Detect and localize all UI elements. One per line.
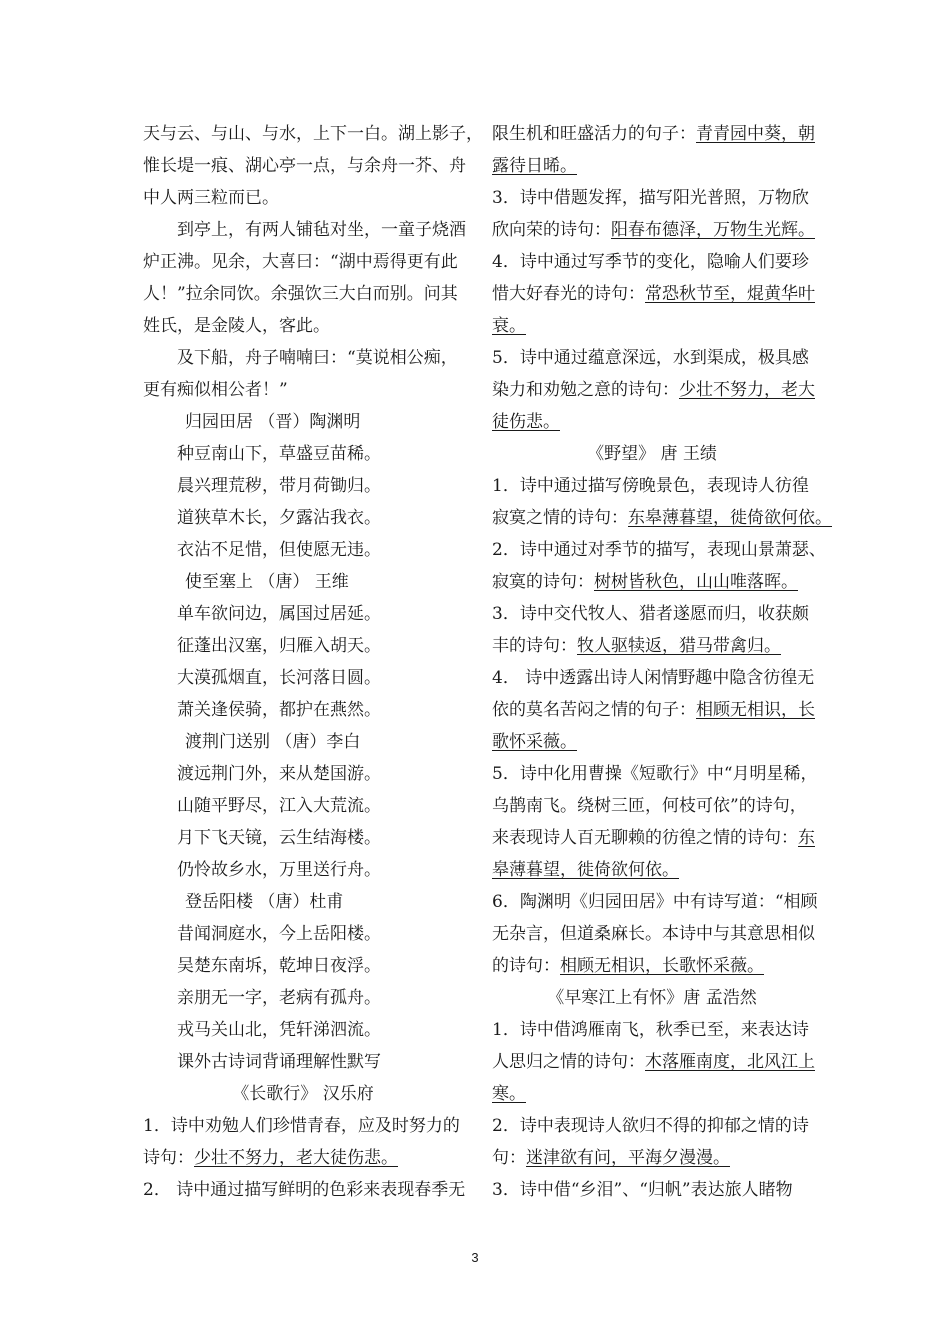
text-line bbox=[492, 694, 815, 726]
line-text: 染力和劝勉之意的诗句： bbox=[492, 380, 679, 400]
text-line bbox=[143, 566, 463, 598]
line-text: 丰的诗句： bbox=[492, 636, 577, 656]
text-line bbox=[492, 182, 812, 214]
text-line bbox=[492, 726, 812, 758]
line-text: 人！”拉余同饮。余强饮三大白而别。问其 bbox=[143, 284, 458, 304]
line-text: 4． 诗中透露出诗人闲情野趣中隐含彷徨无 bbox=[492, 668, 815, 688]
line-text: 《长歌行》 汉乐府 bbox=[232, 1084, 374, 1104]
line-text: 衣沾不足惜，但使愿无违。 bbox=[177, 540, 381, 560]
line-text: 炉正沸。见余，大喜曰：“湖中焉得更有此 bbox=[143, 252, 458, 272]
text-line bbox=[492, 470, 812, 502]
text-line bbox=[143, 598, 463, 630]
text-line bbox=[492, 310, 812, 342]
line-text: 句： bbox=[492, 1148, 526, 1168]
answer-text: 相顾无相识，长 bbox=[696, 700, 815, 720]
text-line bbox=[143, 630, 463, 662]
line-text: 登岳阳楼 （唐）杜甫 bbox=[185, 892, 344, 912]
line-text: 欣向荣的诗句： bbox=[492, 220, 611, 240]
line-text: 3．诗中交代牧人、猎者遂愿而归，收获颇 bbox=[492, 604, 809, 624]
line-text: 惟长堤一痕、湖心亭一点，与余舟一芥、舟 bbox=[143, 156, 466, 176]
line-text: 乌鹊南飞。绕树三匝，何枝可依”的诗句， bbox=[492, 796, 807, 816]
text-line bbox=[492, 246, 812, 278]
text-line bbox=[143, 1078, 463, 1110]
text-line bbox=[143, 1110, 463, 1142]
text-line bbox=[143, 886, 463, 918]
left-column bbox=[143, 118, 483, 1206]
line-text: 《野望》 唐 王绩 bbox=[587, 444, 717, 464]
line-text: 征蓬出汉塞，归雁入胡天。 bbox=[177, 636, 381, 656]
text-line bbox=[143, 374, 463, 406]
line-text: 使至塞上 （唐） 王维 bbox=[185, 572, 349, 592]
line-text: 限生机和旺盛活力的句子： bbox=[492, 124, 696, 144]
page-number: 3 bbox=[471, 1250, 479, 1265]
text-line bbox=[492, 406, 812, 438]
text-line bbox=[143, 790, 463, 822]
answer-text: 寒。 bbox=[492, 1084, 526, 1104]
line-text: 山随平野尽，江入大荒流。 bbox=[177, 796, 381, 816]
line-text: 5．诗中化用曹操《短歌行》中“月明星稀， bbox=[492, 764, 818, 784]
line-text: 惜大好春光的诗句： bbox=[492, 284, 645, 304]
text-line bbox=[492, 342, 812, 374]
text-line bbox=[492, 534, 826, 566]
text-line bbox=[143, 182, 463, 214]
text-line bbox=[143, 694, 463, 726]
line-text: 4．诗中通过写季节的变化，隐喻人们要珍 bbox=[492, 252, 809, 272]
text-line bbox=[143, 854, 463, 886]
answer-text: 相顾无相识，长歌怀采薇。 bbox=[560, 956, 764, 976]
text-line bbox=[492, 566, 812, 598]
text-line bbox=[143, 502, 463, 534]
line-text: 1．诗中通过描写傍晚景色，表现诗人彷徨 bbox=[492, 476, 809, 496]
text-line bbox=[492, 1174, 812, 1206]
text-line bbox=[492, 1046, 815, 1078]
line-text: 中人两三粒而已。 bbox=[143, 188, 279, 208]
line-text: 天与云、与山、与水，上下一白。湖上影子， bbox=[143, 124, 483, 144]
line-text: 渡荆门送别 （唐）李白 bbox=[185, 732, 361, 752]
answer-text: 木落雁南度，北风江上 bbox=[645, 1052, 815, 1072]
answer-text: 树树皆秋色，山山唯落晖。 bbox=[594, 572, 798, 592]
line-text: 2． 诗中通过描写鲜明的色彩来表现春季无 bbox=[143, 1180, 466, 1200]
text-line bbox=[143, 822, 463, 854]
text-line bbox=[492, 118, 815, 150]
line-text: 2．诗中通过对季节的描写，表现山景萧瑟、 bbox=[492, 540, 826, 560]
text-line bbox=[143, 1046, 463, 1078]
answer-text: 皋薄暮望，徙倚欲何依。 bbox=[492, 860, 679, 880]
text-line bbox=[143, 1174, 466, 1206]
text-line bbox=[492, 598, 812, 630]
line-text: 月下飞天镜，云生结海楼。 bbox=[177, 828, 381, 848]
text-line bbox=[143, 758, 463, 790]
right-column bbox=[492, 118, 832, 1206]
text-line bbox=[143, 214, 466, 246]
line-text: 及下船，舟子喃喃曰：“莫说相公痴， bbox=[177, 348, 458, 368]
line-text: 寂寞之情的诗句： bbox=[492, 508, 628, 528]
answer-text: 少壮不努力，老大 bbox=[679, 380, 815, 400]
line-text: 6．陶渊明《归园田居》中有诗写道：“相顾 bbox=[492, 892, 818, 912]
text-line bbox=[492, 1014, 812, 1046]
text-line bbox=[143, 662, 463, 694]
answer-text: 东皋薄暮望，徙倚欲何依。 bbox=[628, 508, 832, 528]
line-text: 无杂言，但道桑麻长。本诗中与其意思相似 bbox=[492, 924, 815, 944]
line-text: 渡远荆门外，来从楚国游。 bbox=[177, 764, 381, 784]
text-line bbox=[143, 150, 466, 182]
text-line bbox=[492, 1110, 812, 1142]
line-text: 《早寒江上有怀》唐 孟浩然 bbox=[547, 988, 757, 1008]
line-text: 课外古诗词背诵理解性默写 bbox=[177, 1052, 381, 1072]
answer-text: 徒伤悲。 bbox=[492, 412, 560, 432]
line-text: 寂寞的诗句： bbox=[492, 572, 594, 592]
answer-text: 牧人驱犊返，猎马带禽归。 bbox=[577, 636, 781, 656]
answer-text: 露待日晞。 bbox=[492, 156, 577, 176]
line-text: 姓氏，是金陵人，客此。 bbox=[143, 316, 330, 336]
line-text: 单车欲问边，属国过居延。 bbox=[177, 604, 381, 624]
text-line bbox=[492, 790, 812, 822]
line-text: 大漠孤烟直，长河落日圆。 bbox=[177, 668, 381, 688]
text-line bbox=[492, 278, 815, 310]
text-line bbox=[143, 1142, 463, 1174]
line-text: 诗句： bbox=[143, 1148, 194, 1168]
answer-text: 歌怀采薇。 bbox=[492, 732, 577, 752]
line-text: 萧关逢侯骑，都护在燕然。 bbox=[177, 700, 381, 720]
line-text: 1．诗中借鸿雁南飞，秋季已至，来表达诗 bbox=[492, 1020, 809, 1040]
text-line bbox=[143, 982, 463, 1014]
text-line bbox=[492, 886, 818, 918]
text-line bbox=[143, 342, 463, 374]
text-line bbox=[492, 758, 818, 790]
text-line bbox=[143, 118, 483, 150]
line-text: 亲朋无一字，老病有孤舟。 bbox=[177, 988, 381, 1008]
text-line bbox=[143, 278, 463, 310]
text-line bbox=[143, 918, 463, 950]
text-line bbox=[492, 1078, 812, 1110]
answer-text: 阳春布德泽，万物生光辉。 bbox=[611, 220, 815, 240]
line-text: 5．诗中通过蕴意深远，水到渠成，极具感 bbox=[492, 348, 809, 368]
text-line bbox=[143, 534, 463, 566]
line-text: 1．诗中劝勉人们珍惜青春，应及时努力的 bbox=[143, 1116, 460, 1136]
line-text: 人思归之情的诗句： bbox=[492, 1052, 645, 1072]
text-line bbox=[143, 310, 463, 342]
line-text: 来表现诗人百无聊赖的彷徨之情的诗句： bbox=[492, 828, 798, 848]
text-line bbox=[143, 406, 463, 438]
line-text: 吴楚东南坼，乾坤日夜浮。 bbox=[177, 956, 381, 976]
text-line bbox=[143, 438, 463, 470]
line-text: 更有痴似相公者！” bbox=[143, 380, 288, 400]
text-line bbox=[492, 662, 815, 694]
line-text: 归园田居 （晋）陶渊明 bbox=[185, 412, 361, 432]
text-line bbox=[492, 982, 812, 1014]
line-text: 3．诗中借题发挥，描写阳光普照，万物欣 bbox=[492, 188, 809, 208]
text-line bbox=[492, 438, 812, 470]
text-line bbox=[143, 726, 463, 758]
line-text: 种豆南山下，草盛豆苗稀。 bbox=[177, 444, 381, 464]
text-line bbox=[492, 822, 815, 854]
text-line bbox=[492, 1142, 812, 1174]
line-text: 道狭草木长，夕露沾我衣。 bbox=[177, 508, 381, 528]
line-text: 戎马关山北，凭轩涕泗流。 bbox=[177, 1020, 381, 1040]
text-line bbox=[492, 214, 815, 246]
line-text: 到亭上，有两人铺毡对坐，一童子烧酒 bbox=[177, 220, 466, 240]
text-line bbox=[492, 918, 815, 950]
text-line bbox=[143, 470, 463, 502]
text-line bbox=[143, 950, 463, 982]
line-text: 晨兴理荒秽，带月荷锄归。 bbox=[177, 476, 381, 496]
text-line bbox=[492, 950, 812, 982]
line-text: 依的莫名苦闷之情的句子： bbox=[492, 700, 696, 720]
line-text: 2．诗中表现诗人欲归不得的抑郁之情的诗 bbox=[492, 1116, 809, 1136]
text-line bbox=[492, 150, 812, 182]
line-text: 昔闻洞庭水，今上岳阳楼。 bbox=[177, 924, 381, 944]
text-line bbox=[492, 854, 812, 886]
line-text: 3．诗中借“乡泪”、“归帆”表达旅人睹物 bbox=[492, 1180, 793, 1200]
line-text: 的诗句： bbox=[492, 956, 560, 976]
text-line bbox=[143, 1014, 463, 1046]
text-line bbox=[492, 630, 812, 662]
answer-text: 常恐秋节至，焜黄华叶 bbox=[645, 284, 815, 304]
answer-text: 少壮不努力，老大徒伤悲。 bbox=[194, 1148, 398, 1168]
answer-text: 青青园中葵，朝 bbox=[696, 124, 815, 144]
answer-text: 迷津欲有问，平海夕漫漫。 bbox=[526, 1148, 730, 1168]
answer-text: 东 bbox=[798, 828, 815, 848]
answer-text: 衰。 bbox=[492, 316, 526, 336]
text-line bbox=[492, 502, 832, 534]
line-text: 仍怜故乡水，万里送行舟。 bbox=[177, 860, 381, 880]
text-line bbox=[492, 374, 815, 406]
text-line bbox=[143, 246, 463, 278]
